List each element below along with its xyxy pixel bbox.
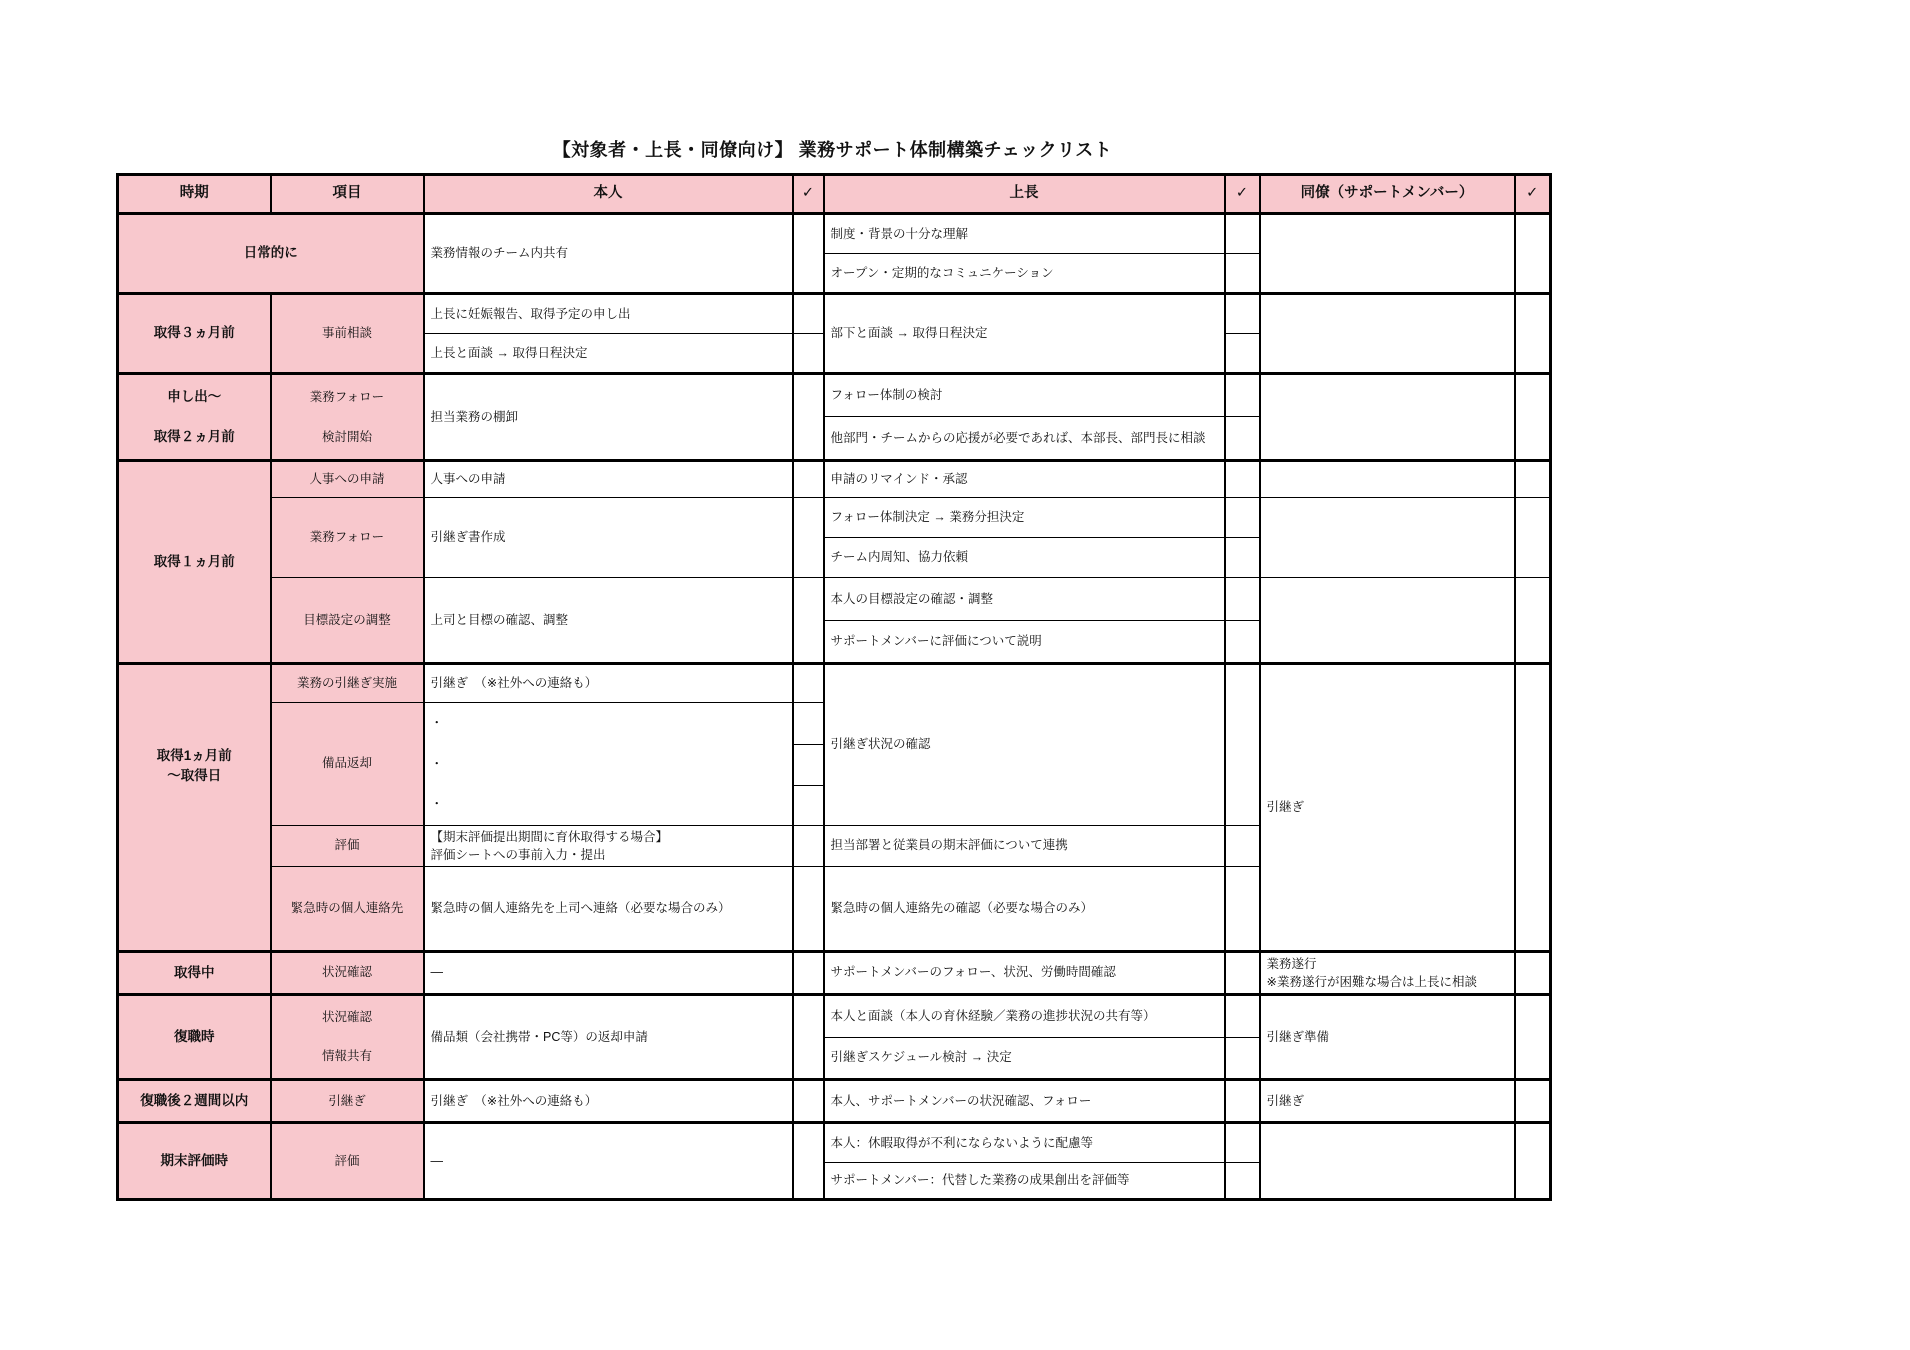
- during-manager: サポートメンバーのフォロー、状況、労働時間確認: [824, 951, 1225, 994]
- header-person: 本人: [424, 175, 793, 214]
- pre2m-colleague-checkbox[interactable]: [1515, 374, 1551, 461]
- return-manager-2: 引継ぎスケジュール検討 → 決定: [824, 1037, 1225, 1080]
- daily-person: 業務情報のチーム内共有: [424, 214, 793, 294]
- daily-colleague: [1260, 214, 1515, 294]
- daily-manager-checkbox-1[interactable]: [1225, 214, 1260, 254]
- finaleval-manager-1: 本人：休暇取得が不利にならないように配慮等: [824, 1123, 1225, 1163]
- period-untilday: 取得1ヵ月前 ～取得日: [118, 664, 271, 952]
- item-untilday-emergency: 緊急時の個人連絡先: [271, 866, 424, 951]
- pre1m-goal-manager-checkbox-1[interactable]: [1225, 578, 1260, 621]
- untilday-manager-handover: 引継ぎ状況の確認: [824, 664, 1225, 826]
- finaleval-person-checkbox[interactable]: [793, 1123, 824, 1200]
- pre2m-person: 担当業務の棚卸: [424, 374, 793, 461]
- header-item: 項目: [271, 175, 424, 214]
- untilday-equipment-person-checkbox-3[interactable]: [793, 786, 824, 825]
- pre1m-goal-manager-1: 本人の目標設定の確認・調整: [824, 578, 1225, 621]
- pre2m-manager-1: フォロー体制の検討: [824, 374, 1225, 417]
- item-pre1m-follow: 業務フォロー: [271, 498, 424, 578]
- pre1m-apply-colleague-checkbox[interactable]: [1515, 461, 1551, 498]
- return-colleague: 引継ぎ準備: [1260, 995, 1515, 1080]
- checklist-table: [116, 173, 1552, 1201]
- pre2m-manager-checkbox-1[interactable]: [1225, 374, 1260, 417]
- pre1m-follow-person: 引継ぎ書作成: [424, 498, 793, 578]
- pre3m-colleague-checkbox[interactable]: [1515, 294, 1551, 374]
- during-manager-checkbox[interactable]: [1225, 951, 1260, 994]
- after2w-manager: 本人、サポートメンバーの状況確認、フォロー: [824, 1080, 1225, 1123]
- return-person: 備品類（会社携帯・PC等）の返却申請: [424, 995, 793, 1080]
- return-manager-checkbox-1[interactable]: [1225, 995, 1260, 1038]
- pre3m-person-1: 上長に妊娠報告、取得予定の申し出: [424, 294, 793, 334]
- after2w-person-checkbox[interactable]: [793, 1080, 824, 1123]
- period-pre1m: 取得１ヵ月前: [118, 461, 271, 664]
- pre2m-manager-2: 他部門・チームからの応援が必要であれば、本部長、部門長に相談: [824, 416, 1225, 460]
- item-after2w: 引継ぎ: [271, 1080, 424, 1123]
- after2w-colleague: 引継ぎ: [1260, 1080, 1515, 1123]
- row-daily: [118, 214, 1551, 254]
- daily-manager-checkbox-2[interactable]: [1225, 254, 1260, 294]
- pre1m-apply-colleague: [1260, 461, 1515, 498]
- item-return: 状況確認 情報共有: [271, 995, 424, 1080]
- untilday-emergency-manager: 緊急時の個人連絡先の確認（必要な場合のみ）: [824, 866, 1225, 951]
- row-pre2m: [118, 374, 1551, 417]
- pre3m-manager: 部下と面談 → 取得日程決定: [824, 294, 1225, 374]
- pre1m-goal-person-checkbox[interactable]: [793, 578, 824, 664]
- pre1m-apply-manager-checkbox[interactable]: [1225, 461, 1260, 498]
- pre1m-goal-person: 上司と目標の確認、調整: [424, 578, 793, 664]
- row-pre1m-follow: [118, 498, 1551, 538]
- return-colleague-checkbox[interactable]: [1515, 995, 1551, 1080]
- pre3m-manager-checkbox-1[interactable]: [1225, 294, 1260, 334]
- after2w-person: 引継ぎ （※社外への連絡も）: [424, 1080, 793, 1123]
- period-finaleval: 期末評価時: [118, 1123, 271, 1200]
- header-row: [118, 175, 1551, 214]
- untilday-eval-person-checkbox[interactable]: [793, 825, 824, 866]
- after2w-colleague-checkbox[interactable]: [1515, 1080, 1551, 1123]
- item-untilday-equipment: 備品返却: [271, 703, 424, 826]
- untilday-equipment-person-checkbox-1[interactable]: [793, 703, 824, 745]
- period-during: 取得中: [118, 951, 271, 994]
- pre3m-person-2: 上長と面談 → 取得日程決定: [424, 334, 793, 374]
- during-colleague: 業務遂行 ※業務遂行が困難な場合は上長に相談: [1260, 951, 1515, 994]
- item-pre2m: 業務フォロー 検討開始: [271, 374, 424, 461]
- item-untilday-eval: 評価: [271, 825, 424, 866]
- pre1m-follow-manager-2: チーム内周知、協力依頼: [824, 538, 1225, 578]
- untilday-eval-manager: 担当部署と従業員の期末評価について連携: [824, 825, 1225, 866]
- finaleval-manager-checkbox-2[interactable]: [1225, 1163, 1260, 1200]
- during-person: ―: [424, 951, 793, 994]
- item-untilday-handover: 業務の引継ぎ実施: [271, 664, 424, 703]
- row-return: [118, 995, 1551, 1038]
- untilday-equipment-person: ・ ・ ・: [424, 703, 793, 826]
- page-title: 【対象者・上長・同僚向け】 業務サポート体制構築チェックリスト: [552, 140, 1113, 160]
- row-finaleval: [118, 1123, 1551, 1163]
- daily-colleague-checkbox[interactable]: [1515, 214, 1551, 294]
- pre3m-person-checkbox-1[interactable]: [793, 294, 824, 334]
- header-period: 時期: [118, 175, 271, 214]
- pre1m-follow-manager-checkbox-1[interactable]: [1225, 498, 1260, 538]
- finaleval-manager-checkbox-1[interactable]: [1225, 1123, 1260, 1163]
- untilday-handover-person: 引継ぎ （※社外への連絡も）: [424, 664, 793, 703]
- item-pre1m-goal: 目標設定の調整: [271, 578, 424, 664]
- pre1m-apply-person: 人事への申請: [424, 461, 793, 498]
- pre1m-follow-person-checkbox[interactable]: [793, 498, 824, 578]
- untilday-eval-manager-checkbox[interactable]: [1225, 825, 1260, 866]
- finaleval-manager-2: サポートメンバー：代替した業務の成果創出を評価等: [824, 1163, 1225, 1200]
- header-colleague: 同僚（サポートメンバー）: [1260, 175, 1515, 214]
- finaleval-colleague-checkbox[interactable]: [1515, 1123, 1551, 1200]
- pre1m-follow-colleague-checkbox[interactable]: [1515, 498, 1551, 578]
- pre1m-follow-manager-checkbox-2[interactable]: [1225, 538, 1260, 578]
- row-after2w: [118, 1080, 1551, 1123]
- return-person-checkbox[interactable]: [793, 995, 824, 1080]
- finaleval-colleague: [1260, 1123, 1515, 1200]
- daily-manager-2: オープン・定期的なコミュニケーション: [824, 254, 1225, 294]
- daily-manager-1: 制度・背景の十分な理解: [824, 214, 1225, 254]
- row-during: [118, 951, 1551, 994]
- pre2m-manager-checkbox-2[interactable]: [1225, 416, 1260, 460]
- daily-person-checkbox[interactable]: [793, 214, 824, 294]
- untilday-manager-checkbox-1[interactable]: [1225, 664, 1260, 826]
- header-check-colleague: ✓: [1515, 175, 1551, 214]
- pre3m-person-checkbox-2[interactable]: [793, 334, 824, 374]
- period-pre2m: 申し出～ 取得２ヵ月前: [118, 374, 271, 461]
- pre1m-goal-colleague-checkbox[interactable]: [1515, 578, 1551, 664]
- pre1m-apply-person-checkbox[interactable]: [793, 461, 824, 498]
- untilday-emergency-person-checkbox[interactable]: [793, 866, 824, 951]
- pre3m-manager-checkbox-2[interactable]: [1225, 334, 1260, 374]
- pre2m-person-checkbox[interactable]: [793, 374, 824, 461]
- header-manager: 上長: [824, 175, 1225, 214]
- item-pre1m-apply: 人事への申請: [271, 461, 424, 498]
- period-daily: 日常的に: [118, 214, 424, 294]
- during-colleague-checkbox[interactable]: [1515, 951, 1551, 994]
- untilday-equipment-person-checkbox-2[interactable]: [793, 745, 824, 786]
- untilday-emergency-person: 緊急時の個人連絡先を上司へ連絡（必要な場合のみ）: [424, 866, 793, 951]
- item-finaleval: 評価: [271, 1123, 424, 1200]
- pre1m-goal-manager-checkbox-2[interactable]: [1225, 621, 1260, 664]
- pre1m-goal-manager-2: サポートメンバーに評価について説明: [824, 621, 1225, 664]
- row-pre1m-goal: [118, 578, 1551, 621]
- item-pre3m: 事前相談: [271, 294, 424, 374]
- period-after2w: 復職後２週間以内: [118, 1080, 271, 1123]
- untilday-emergency-manager-checkbox[interactable]: [1225, 866, 1260, 951]
- after2w-manager-checkbox[interactable]: [1225, 1080, 1260, 1123]
- untilday-handover-person-checkbox[interactable]: [793, 664, 824, 703]
- pre2m-colleague: [1260, 374, 1515, 461]
- row-untilday-handover: [118, 664, 1551, 703]
- untilday-colleague-checkbox[interactable]: [1515, 664, 1551, 952]
- pre1m-apply-manager: 申請のリマインド・承認: [824, 461, 1225, 498]
- pre1m-follow-manager-1: フォロー体制決定 → 業務分担決定: [824, 498, 1225, 538]
- return-manager-checkbox-2[interactable]: [1225, 1037, 1260, 1080]
- header-check-person: ✓: [793, 175, 824, 214]
- period-return: 復職時: [118, 995, 271, 1080]
- return-manager-1: 本人と面談（本人の育休経験／業務の進捗状況の共有等）: [824, 995, 1225, 1038]
- untilday-colleague: 引継ぎ: [1260, 664, 1515, 952]
- period-pre3m: 取得３ヵ月前: [118, 294, 271, 374]
- pre1m-follow-colleague: [1260, 498, 1515, 578]
- row-pre1m-apply: [118, 461, 1551, 498]
- during-person-checkbox[interactable]: [793, 951, 824, 994]
- pre3m-colleague: [1260, 294, 1515, 374]
- pre1m-goal-colleague: [1260, 578, 1515, 664]
- header-check-manager: ✓: [1225, 175, 1260, 214]
- finaleval-person: ―: [424, 1123, 793, 1200]
- untilday-eval-person: 【期末評価提出期間に育休取得する場合】 評価シートへの事前入力・提出: [424, 825, 793, 866]
- row-pre3m: [118, 294, 1551, 334]
- item-during: 状況確認: [271, 951, 424, 994]
